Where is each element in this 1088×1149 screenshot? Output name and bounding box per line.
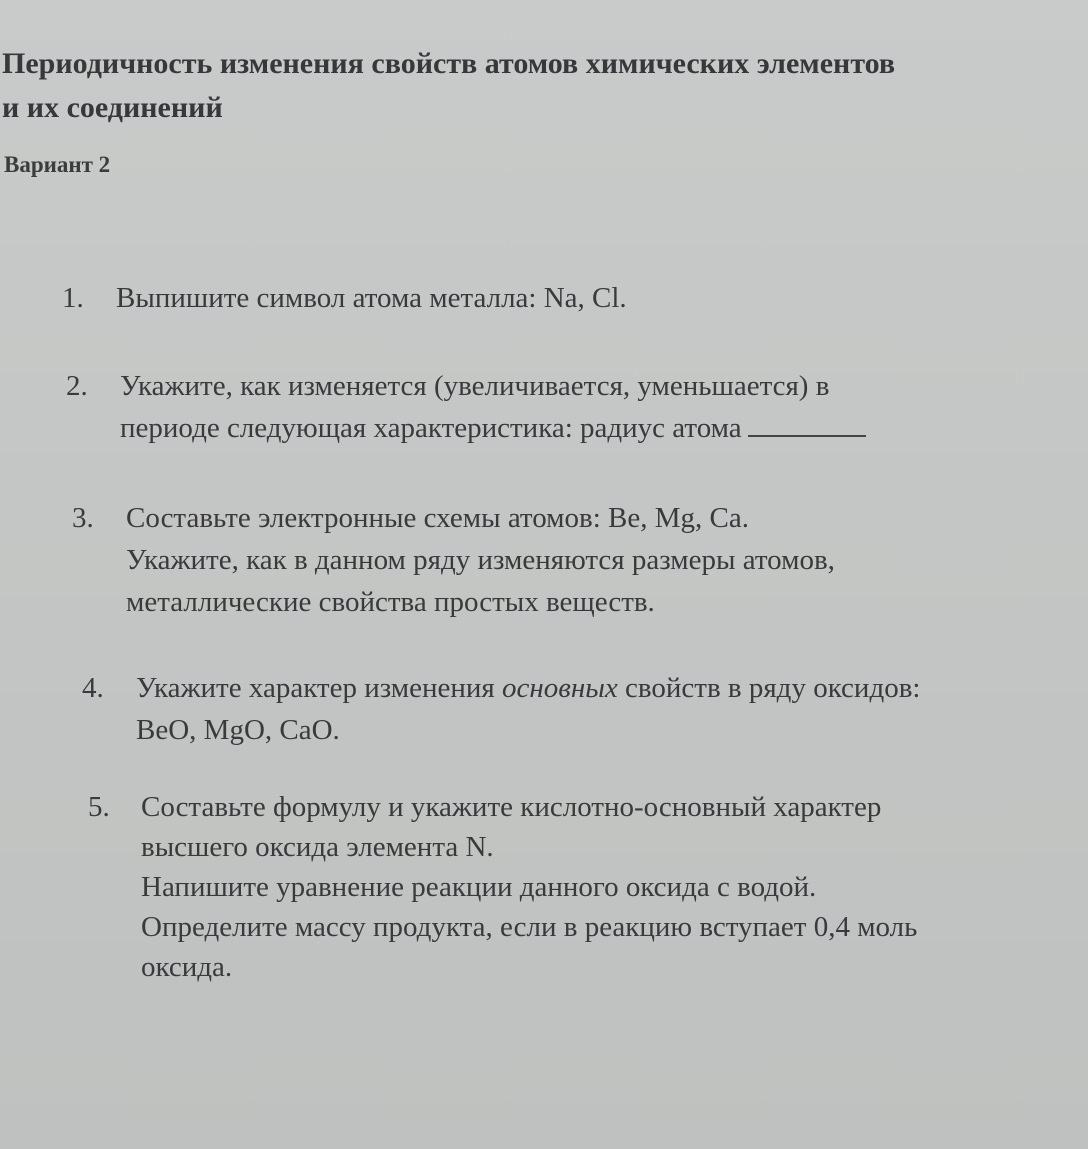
task-4 bbox=[82, 667, 920, 751]
answer-blank[interactable] bbox=[748, 407, 866, 437]
task-line: Определите массу продукта, если в реакцию вступает 0,4 моль bbox=[141, 911, 918, 943]
task-5 bbox=[88, 787, 917, 987]
task-number: 4. bbox=[82, 672, 104, 704]
task-line: Составьте формулу и укажите кислотно-основный характер bbox=[141, 791, 882, 823]
task-line: Укажите, как изменяется (увеличивается, уменьшается) в bbox=[120, 370, 830, 402]
task-line bbox=[136, 667, 920, 709]
task-line: BeO, MgO, CaO. bbox=[136, 714, 340, 746]
task-number: 1. bbox=[62, 282, 84, 314]
title-line-2: и их соединений bbox=[2, 91, 223, 124]
task-text bbox=[141, 787, 917, 987]
page-title bbox=[2, 42, 1082, 130]
task-number: 2. bbox=[66, 370, 88, 402]
task-text bbox=[136, 667, 920, 751]
task-line: Напишите уравнение реакции данного оксида с водой. bbox=[141, 871, 817, 903]
title-line-1: Периодичность изменения свойств атомов химических элементов bbox=[2, 47, 896, 80]
task-line: высшего оксида элемента N. bbox=[141, 831, 494, 863]
task-text-segment: свойств в ряду оксидов: bbox=[617, 672, 921, 704]
task-number: 3. bbox=[72, 502, 94, 534]
variant-label: Вариант 2 bbox=[4, 152, 111, 177]
task-line-with-blank bbox=[120, 407, 866, 449]
task-text bbox=[120, 365, 866, 449]
task-line: Укажите, как в данном ряду изменяются размеры атомов, bbox=[126, 544, 835, 576]
task-line: оксида. bbox=[141, 951, 233, 983]
task-text bbox=[126, 497, 835, 623]
task-line: металлические свойства простых веществ. bbox=[126, 586, 655, 618]
task-line: Составьте электронные схемы атомов: Be, Mg, Ca. bbox=[126, 502, 749, 534]
task-text bbox=[116, 277, 627, 319]
task-1 bbox=[62, 277, 627, 319]
task-3 bbox=[72, 497, 835, 623]
task-2 bbox=[66, 365, 866, 449]
emphasized-word: основных bbox=[502, 672, 618, 704]
task-line: Выпишите символ атома металла: Na, Cl. bbox=[116, 282, 627, 314]
task-text-segment: Укажите характер изменения bbox=[136, 672, 503, 704]
task-line: периоде следующая характеристика: радиус атома bbox=[120, 412, 742, 444]
task-number: 5. bbox=[88, 791, 110, 823]
